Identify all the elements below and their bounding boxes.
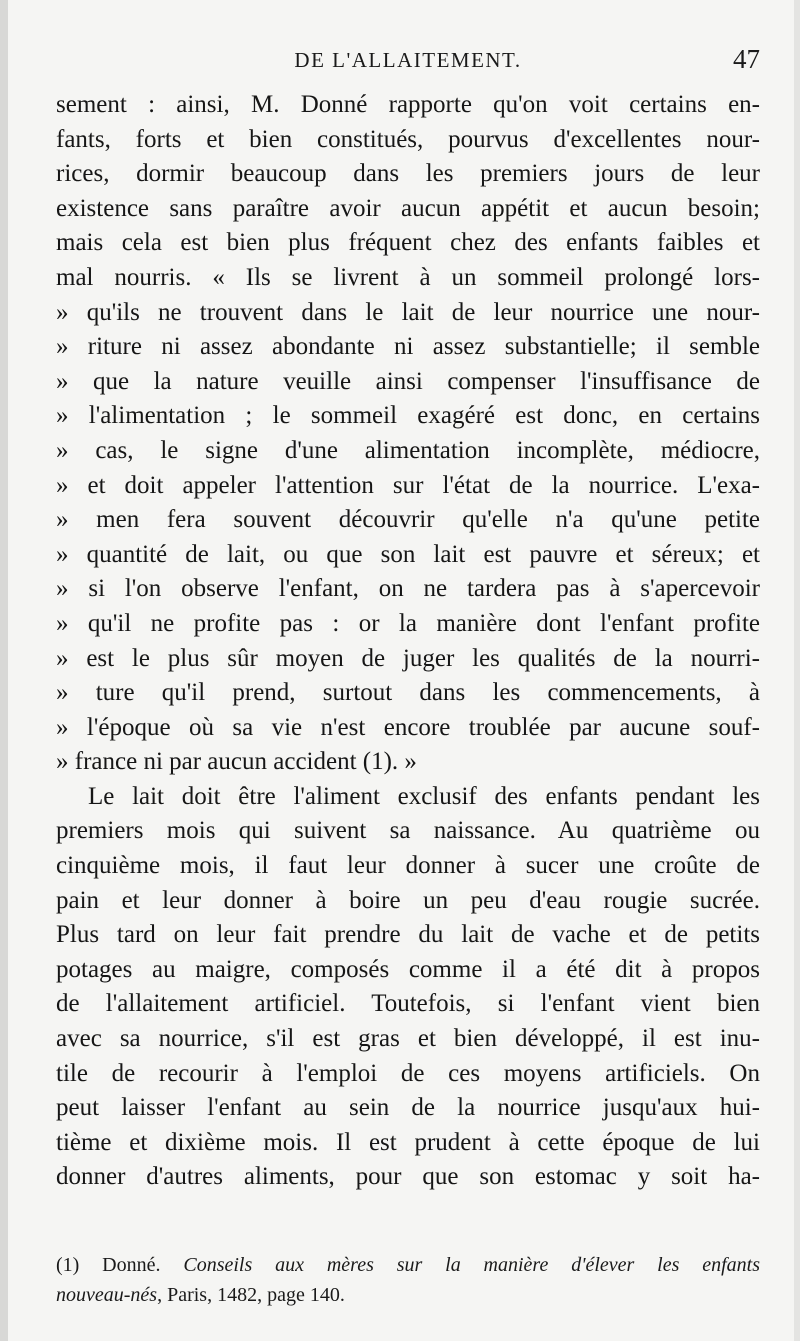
footnote-marker: (1) Donné.	[56, 1254, 161, 1276]
text-line: » quantité de lait, ou que son lait est pauvre et séreux; et	[56, 540, 760, 568]
text-line: » qu'il ne profite pas : or la manière dont l'enfant profite	[56, 609, 760, 637]
text-line: existence sans paraître avoir aucun appétit et aucun besoin;	[56, 194, 760, 222]
text-line: » qu'ils ne trouvent dans le lait de leur nourrice une nour-	[56, 298, 760, 326]
text-line: » men fera souvent découvrir qu'elle n'a qu'une petite	[56, 506, 760, 534]
footnote-title: Conseils aux mères sur la manière d'élever les enfants	[183, 1254, 761, 1276]
text-line: » ture qu'il prend, surtout dans les commencements, à	[56, 679, 760, 707]
text-line: » l'époque où sa vie n'est encore troublée par aucune souf-	[56, 713, 760, 741]
text-line: » l'alimentation ; le sommeil exagéré est donc, en certains	[56, 402, 760, 430]
text-line: de l'allaitement artificiel. Toutefois, si l'enfant vient bien	[56, 990, 760, 1018]
body-text	[56, 88, 760, 1195]
text-line: » et doit appeler l'attention sur l'état de la nourrice. L'exa-	[56, 471, 760, 499]
text-line: rices, dormir beaucoup dans les premiers jours de leur	[56, 160, 760, 188]
text-line: mal nourris. « Ils se livrent à un sommeil prolongé lors-	[56, 263, 760, 291]
text-line: Plus tard on leur fait prendre du lait de vache et de petits	[56, 921, 760, 949]
text-line: pain et leur donner à boire un peu d'eau rougie sucrée.	[56, 886, 760, 914]
text-line: cinquième mois, il faut leur donner à sucer une croûte de	[56, 852, 760, 880]
text-line: premiers mois qui suivent sa naissance. Au quatrième ou	[56, 817, 760, 845]
text-line: avec sa nourrice, s'il est gras et bien développé, il est inu-	[56, 1025, 760, 1053]
text-line: potages au maigre, composés comme il a été dit à propos	[56, 955, 760, 983]
page-number: 47	[733, 44, 760, 74]
page-header	[56, 44, 760, 80]
footnote-title-end: nouveau-nés	[56, 1284, 158, 1306]
text-line: » riture ni assez abondante ni assez substantielle; il semble	[56, 333, 760, 361]
text-line: tile de recourir à l'emploi de ces moyens artificiels. On	[56, 1059, 760, 1087]
text-line: » est le plus sûr moyen de juger les qualités de la nourri-	[56, 644, 760, 672]
footnote-line	[56, 1250, 760, 1280]
text-line: mais cela est bien plus fréquent chez des enfants faibles et	[56, 229, 760, 257]
text-line: fants, forts et bien constitués, pourvus d'excellentes nour-	[56, 125, 760, 153]
text-line: peut laisser l'enfant au sein de la nourrice jusqu'aux hui-	[56, 1094, 760, 1122]
text-line: » france ni par aucun accident (1). »	[56, 748, 417, 776]
text-line: donner d'autres aliments, pour que son estomac y soit ha-	[56, 1163, 760, 1191]
text-line: » si l'on observe l'enfant, on ne tardera pas à s'apercevoir	[56, 575, 760, 603]
text-line: tième et dixième mois. Il est prudent à cette époque de lui	[56, 1128, 760, 1156]
footnote-publication: , Paris, 1482, page 140.	[157, 1284, 345, 1306]
footnote-line	[56, 1280, 760, 1310]
running-title: DE L'ALLAITEMENT.	[294, 48, 522, 72]
footnote	[56, 1250, 760, 1310]
text-line: sement : ainsi, M. Donné rapporte qu'on voit certains en-	[56, 91, 760, 118]
text-line: » cas, le signe d'une alimentation incomplète, médiocre,	[56, 436, 760, 464]
text-line: » que la nature veuille ainsi compenser l'insuffisance de	[56, 367, 760, 395]
paragraph-start-line: Le lait doit être l'aliment exclusif des enfants pendant les	[88, 782, 760, 810]
